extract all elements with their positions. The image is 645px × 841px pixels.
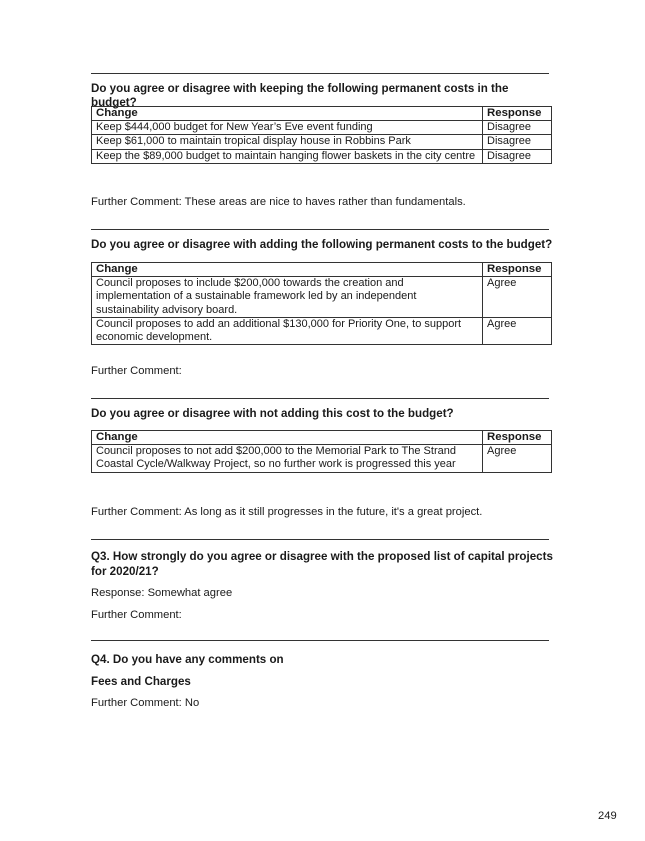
question-add-costs: Do you agree or disagree with adding the following permanent costs to the budget? bbox=[91, 238, 553, 251]
question-q4: Q4. Do you have any comments on bbox=[91, 653, 284, 666]
fees-and-charges-heading: Fees and Charges bbox=[91, 675, 191, 688]
table-row bbox=[92, 277, 552, 318]
column-header-response: Response bbox=[483, 107, 552, 121]
response-cell: Agree bbox=[483, 277, 552, 318]
change-cell: Council proposes to not add $200,000 to the Memorial Park to The Strand Coastal Cycle/Walkway Project, so no further work is progressed this year bbox=[92, 445, 483, 472]
response-cell: Disagree bbox=[483, 149, 552, 163]
divider bbox=[91, 398, 549, 399]
table-row bbox=[92, 445, 552, 472]
response-cell: Disagree bbox=[483, 121, 552, 135]
column-header-change: Change bbox=[92, 107, 483, 121]
column-header-response: Response bbox=[483, 431, 552, 445]
change-cell: Council proposes to add an additional $130,000 for Priority One, to support economic development. bbox=[92, 317, 483, 344]
response-cell: Agree bbox=[483, 445, 552, 472]
divider bbox=[91, 640, 549, 641]
page-number: 249 bbox=[598, 810, 617, 822]
further-comment: Further Comment: bbox=[91, 365, 182, 377]
further-comment: Further Comment: No bbox=[91, 697, 200, 709]
response-cell: Agree bbox=[483, 317, 552, 344]
divider bbox=[91, 539, 549, 540]
change-cell: Keep the $89,000 budget to maintain hanging flower baskets in the city centre bbox=[92, 149, 483, 163]
column-header-response: Response bbox=[483, 263, 552, 277]
further-comment: Further Comment: These areas are nice to haves rather than fundamentals. bbox=[91, 196, 466, 208]
change-cell: Keep $444,000 budget for New Year’s Eve event funding bbox=[92, 121, 483, 135]
table-not-add-cost bbox=[91, 430, 552, 473]
question-q3: Q3. How strongly do you agree or disagree with the proposed list of capital projects for 2020/21? bbox=[91, 550, 553, 578]
change-cell: Council proposes to include $200,000 towards the creation and implementation of a sustainable framework led by an independent sustainability advisory board. bbox=[92, 277, 483, 318]
question-not-add-cost: Do you agree or disagree with not adding this cost to the budget? bbox=[91, 407, 454, 420]
table-row bbox=[92, 135, 552, 149]
table-row bbox=[92, 149, 552, 163]
further-comment: Further Comment: As long as it still progresses in the future, it's a great project. bbox=[91, 506, 483, 518]
table-row bbox=[92, 121, 552, 135]
table-header-row bbox=[92, 263, 552, 277]
column-header-change: Change bbox=[92, 263, 483, 277]
question-keep-costs: Do you agree or disagree with keeping the following permanent costs in the budget? bbox=[91, 82, 509, 109]
table-keep-costs bbox=[91, 106, 552, 164]
response-cell: Disagree bbox=[483, 135, 552, 149]
column-header-change: Change bbox=[92, 431, 483, 445]
further-comment: Further Comment: bbox=[91, 609, 182, 621]
q3-response: Response: Somewhat agree bbox=[91, 587, 233, 599]
table-header-row bbox=[92, 107, 552, 121]
change-cell: Keep $61,000 to maintain tropical display house in Robbins Park bbox=[92, 135, 483, 149]
table-row bbox=[92, 317, 552, 344]
table-header-row bbox=[92, 431, 552, 445]
divider bbox=[91, 73, 549, 74]
table-add-costs bbox=[91, 262, 552, 345]
divider bbox=[91, 229, 549, 230]
